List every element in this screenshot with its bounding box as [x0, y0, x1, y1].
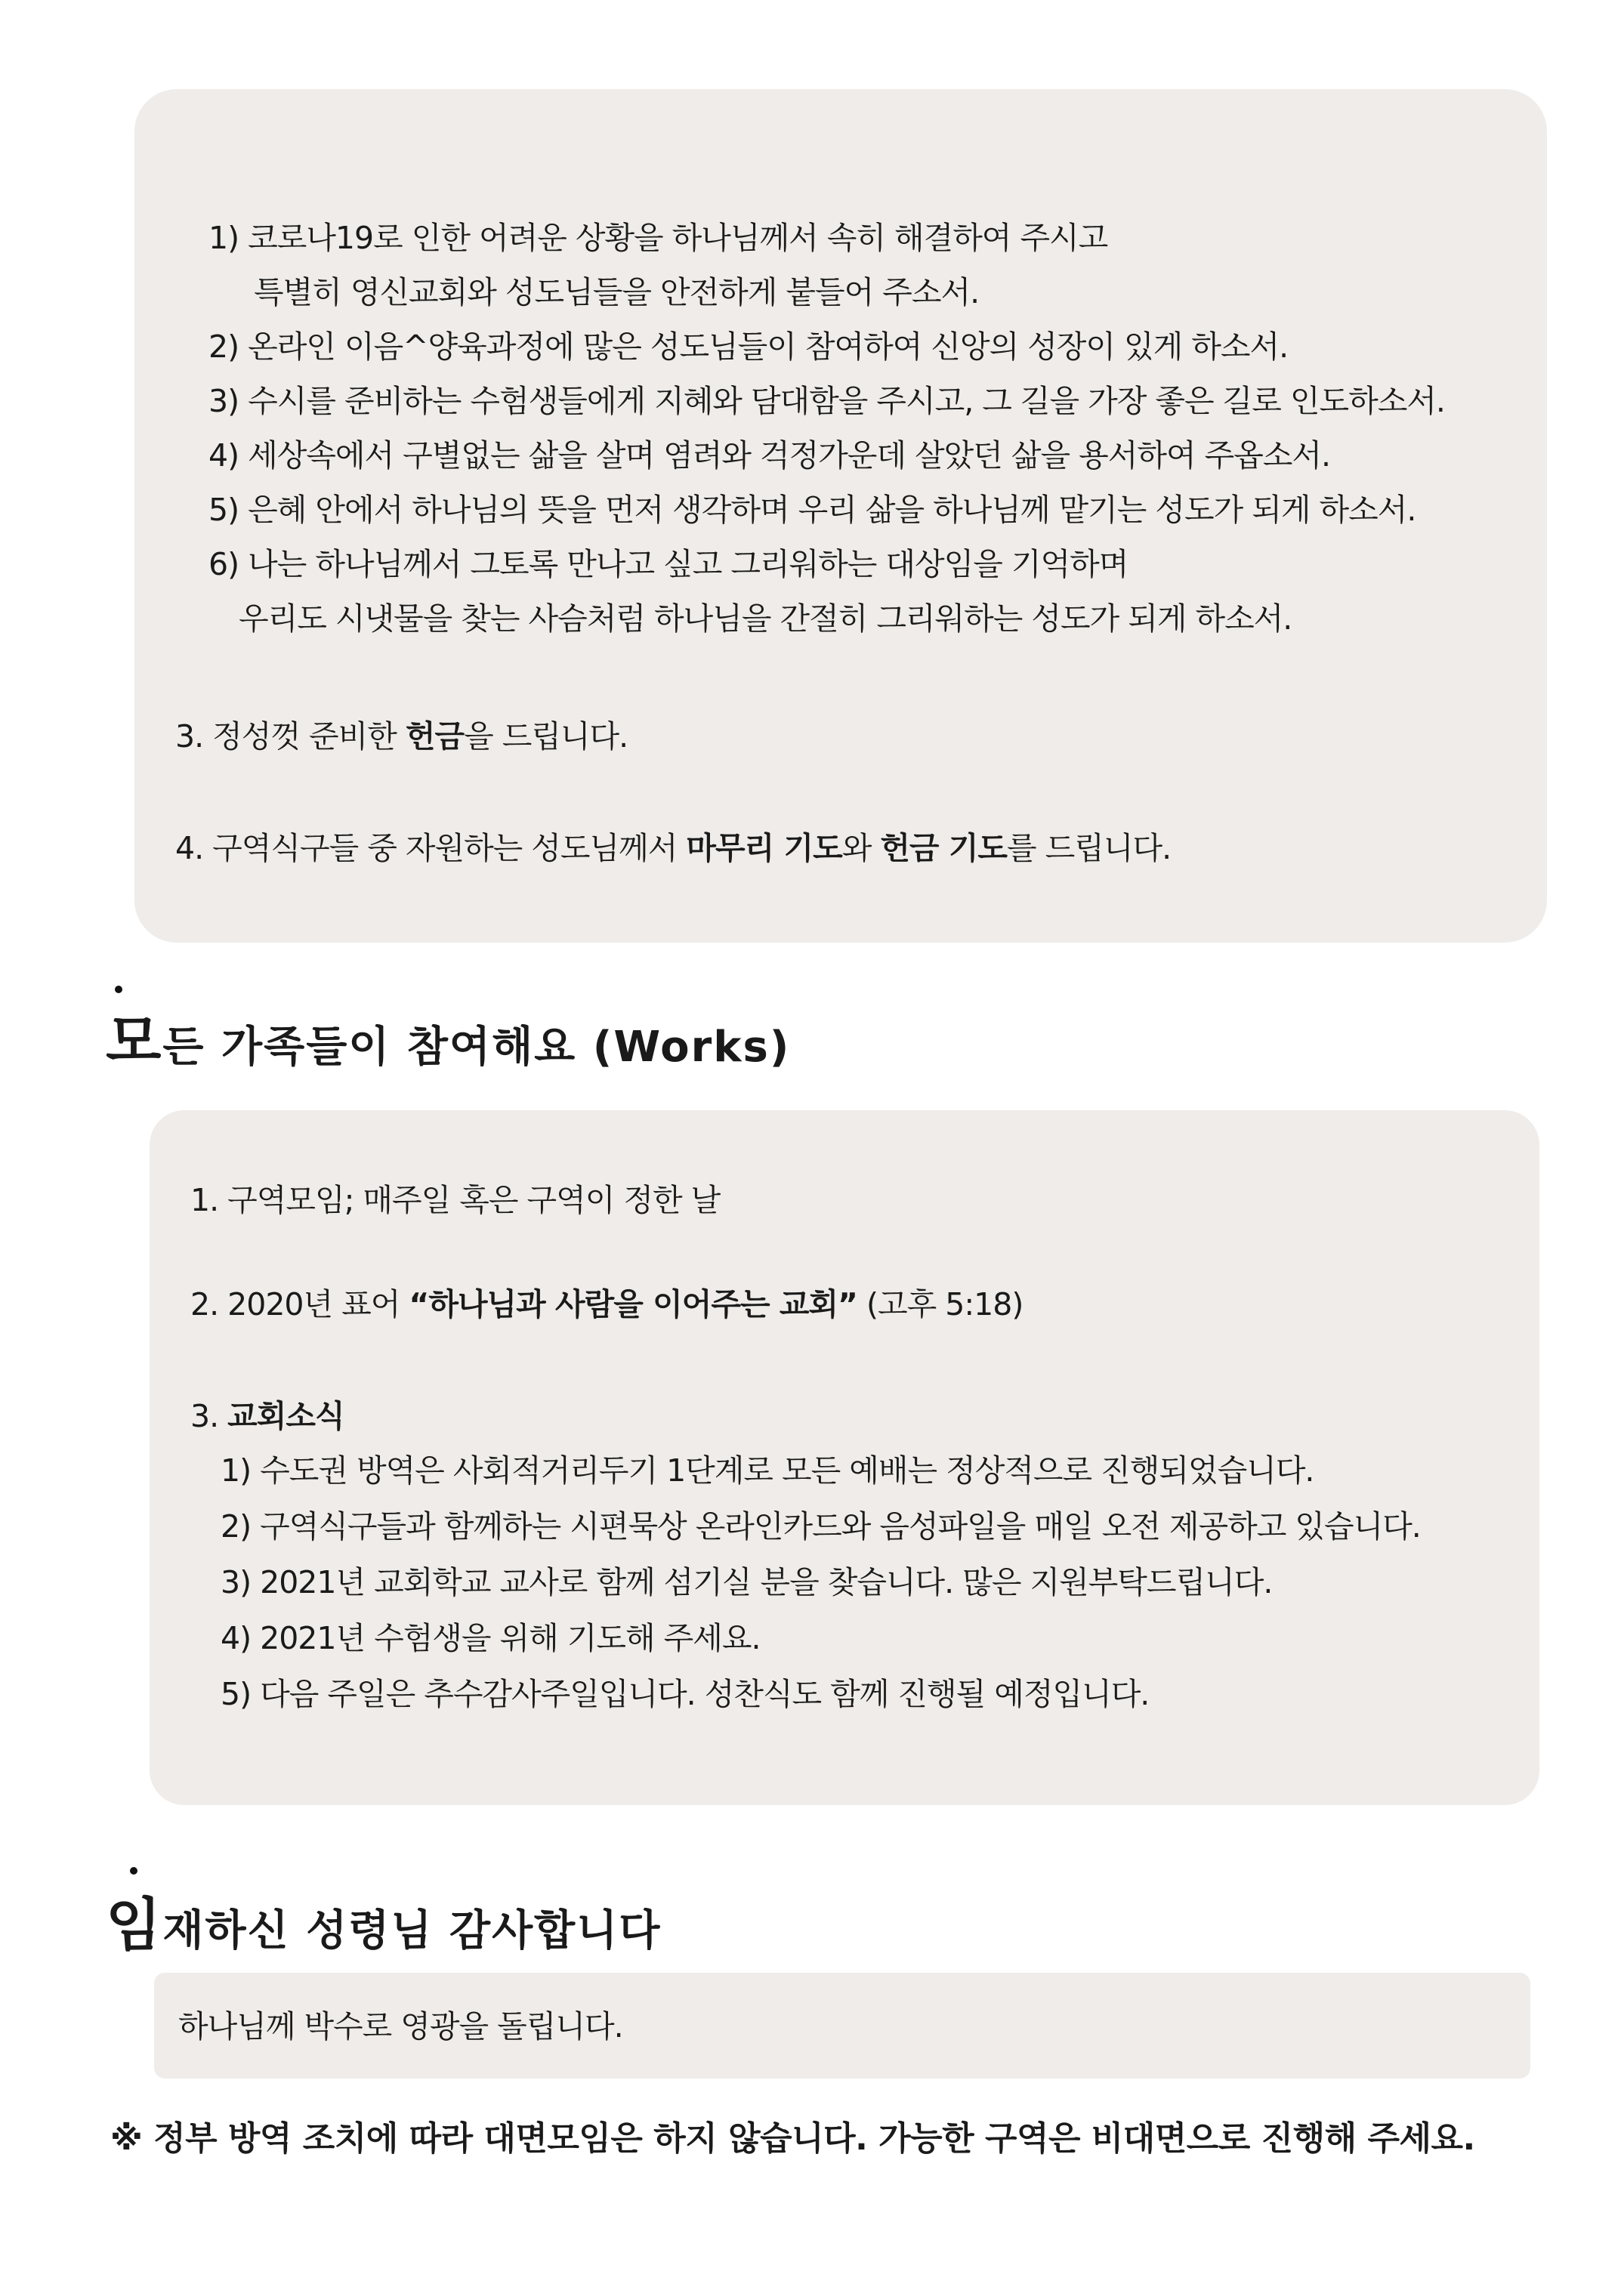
works-heading: 모든 가족들이 참여해요 (Works) [106, 1008, 791, 1075]
heading-dot [130, 1867, 137, 1875]
closing-prayer-line: 4. 구역식구들 중 자원하는 성도님께서 마무리 기도와 헌금 기도를 드립니다. [175, 830, 1172, 866]
prayer-item-4: 4) 세상속에서 구별없는 삶을 살며 염려와 걱정가운데 살았던 삶을 용서하여 주옵소서. [208, 437, 1331, 474]
prayer-item-6: 6) 나는 하나님께서 그토록 만나고 싶고 그리워하는 대상임을 기억하며 [208, 546, 1128, 582]
news-title: 3. 교회소식 [190, 1398, 344, 1434]
prayer-item-2: 2) 온라인 이음^양육과정에 많은 성도님들이 참여하여 신앙의 성장이 있게 하소서. [208, 329, 1289, 365]
news-item-3: 3) 2021년 교회학교 교사로 함께 섬기실 분을 찾습니다. 많은 지원부탁드립니다. [221, 1564, 1273, 1600]
meeting-line: 1. 구역모임; 매주일 혹은 구역이 정한 날 [190, 1182, 721, 1218]
news-item-2: 2) 구역식구들과 함께하는 시편묵상 온라인카드와 음성파일을 매일 오전 제공하고 있습니다. [221, 1508, 1421, 1545]
motto-line: 2. 2020년 표어 “하나님과 사람을 이어주는 교회” (고후 5:18) [190, 1286, 1023, 1322]
offering-line: 3. 정성껏 준비한 헌금을 드립니다. [175, 718, 628, 755]
heading-dot [115, 986, 122, 993]
news-item-4: 4) 2021년 수험생을 위해 기도해 주세요. [221, 1620, 761, 1656]
prayer-item-6-cont: 우리도 시냇물을 찾는 사슴처럼 하나님을 간절히 그리워하는 성도가 되게 하소서. [239, 600, 1292, 637]
prayer-item-3: 3) 수시를 준비하는 수험생들에게 지혜와 담대함을 주시고, 그 길을 가장 좋은 길로 인도하소서. [208, 383, 1445, 419]
prayer-item-5: 5) 은혜 안에서 하나님의 뜻을 먼저 생각하며 우리 삶을 하나님께 맡기는 성도가 되게 하소서. [208, 492, 1416, 528]
news-item-1: 1) 수도권 방역은 사회적거리두기 1단계로 모든 예배는 정상적으로 진행되었습니다. [221, 1452, 1314, 1489]
notice-text: ※ 정부 방역 조치에 따라 대면모임은 하지 않습니다. 가능한 구역은 비대면으로 진행해 주세요. [110, 2119, 1475, 2158]
prayer-item-1-cont: 특별히 영신교회와 성도님들을 안전하게 붙들어 주소서. [254, 274, 980, 310]
thanks-text: 하나님께 박수로 영광을 돌립니다. [178, 2008, 623, 2045]
prayer-item-1: 1) 코로나19로 인한 어려운 상황을 하나님께서 속히 해결하여 주시고 [208, 220, 1108, 256]
news-item-5: 5) 다음 주일은 추수감사주일입니다. 성찬식도 함께 진행될 예정입니다. [221, 1676, 1150, 1712]
thanks-heading: 임재하신 성령님 감사합니다 [106, 1891, 662, 1958]
